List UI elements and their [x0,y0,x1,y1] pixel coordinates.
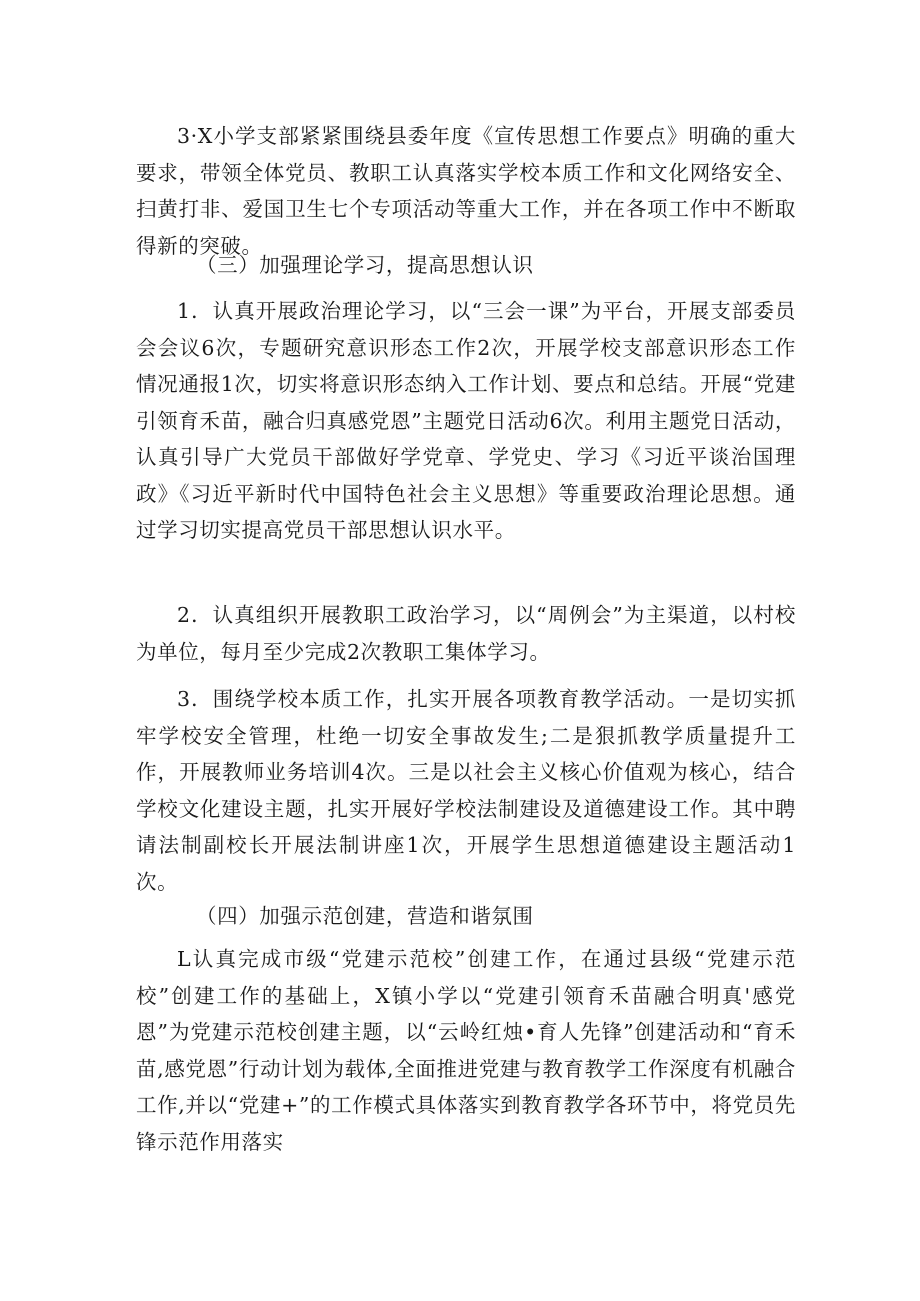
paragraph-school-branch-work: 3·X小学支部紧紧围绕县委年度《宣传思想工作要点》明确的重大要求，带领全体党员、教职工认真落实学校本质工作和文化网络安全、扫黄打非、爱国卫生七个专项活动等重大工作，并在各项工作中不断取得新的突破。 [136,124,796,258]
paragraph-model-school-creation: L认真完成市级“党建示范校”创建工作，在通过县级“党建示范校”创建工作的基础上，X镇小学以“党建引领育禾苗融合明真'感党恩”为党建示范校创建主题，以“云岭红烛•育人先锋”创建活动和“育禾苗,感党恩”行动计划为载体,全面推进党建与教育教学工作深度有机融合工作,并以“党建+”的工作模式具体落实到教育教学各环节中，将党员先锋示范作用落实 [136,947,796,1154]
section-heading-theory-study: （三）加强理论学习，提高思想认识 [196,253,534,277]
paragraph-school-core-work: 3．围绕学校本质工作，扎实开展各项教育教学活动。一是切实抓牢学校安全管理，杜绝一切安全事故发生;二是狠抓教学质量提升工作，开展教师业务培训4次。三是以社会主义核心价值观为核心，结合学校文化建设主题，扎实开展好学校法制建设及道德建设工作。其中聘请法制副校长开展法制讲座1次，开展学生思想道德建设主题活动1次。 [136,687,796,894]
paragraph-political-theory-study: 1．认真开展政治理论学习，以“三会一课”为平台，开展支部委员会会议6次，专题研究意识形态工作2次，开展学校支部意识形态工作情况通报1次，切实将意识形态纳入工作计划、要点和总结。开展“党建引领育禾苗，融合归真感党恩”主题党日活动6次。利用主题党日活动，认真引导广大党员干部做好学党章、学党史、学习《习近平谈治国理政》《习近平新时代中国特色社会主义思想》等重要政治理论思想。通过学习切实提高党员干部思想认识水平。 [136,299,796,542]
section-heading-model-creation: （四）加强示范创建，营造和谐氛围 [196,904,534,928]
paragraph-staff-political-study: 2．认真组织开展教职工政治学习，以“周例会”为主渠道，以村校为单位，每月至少完成2次教职工集体学习。 [136,603,796,664]
